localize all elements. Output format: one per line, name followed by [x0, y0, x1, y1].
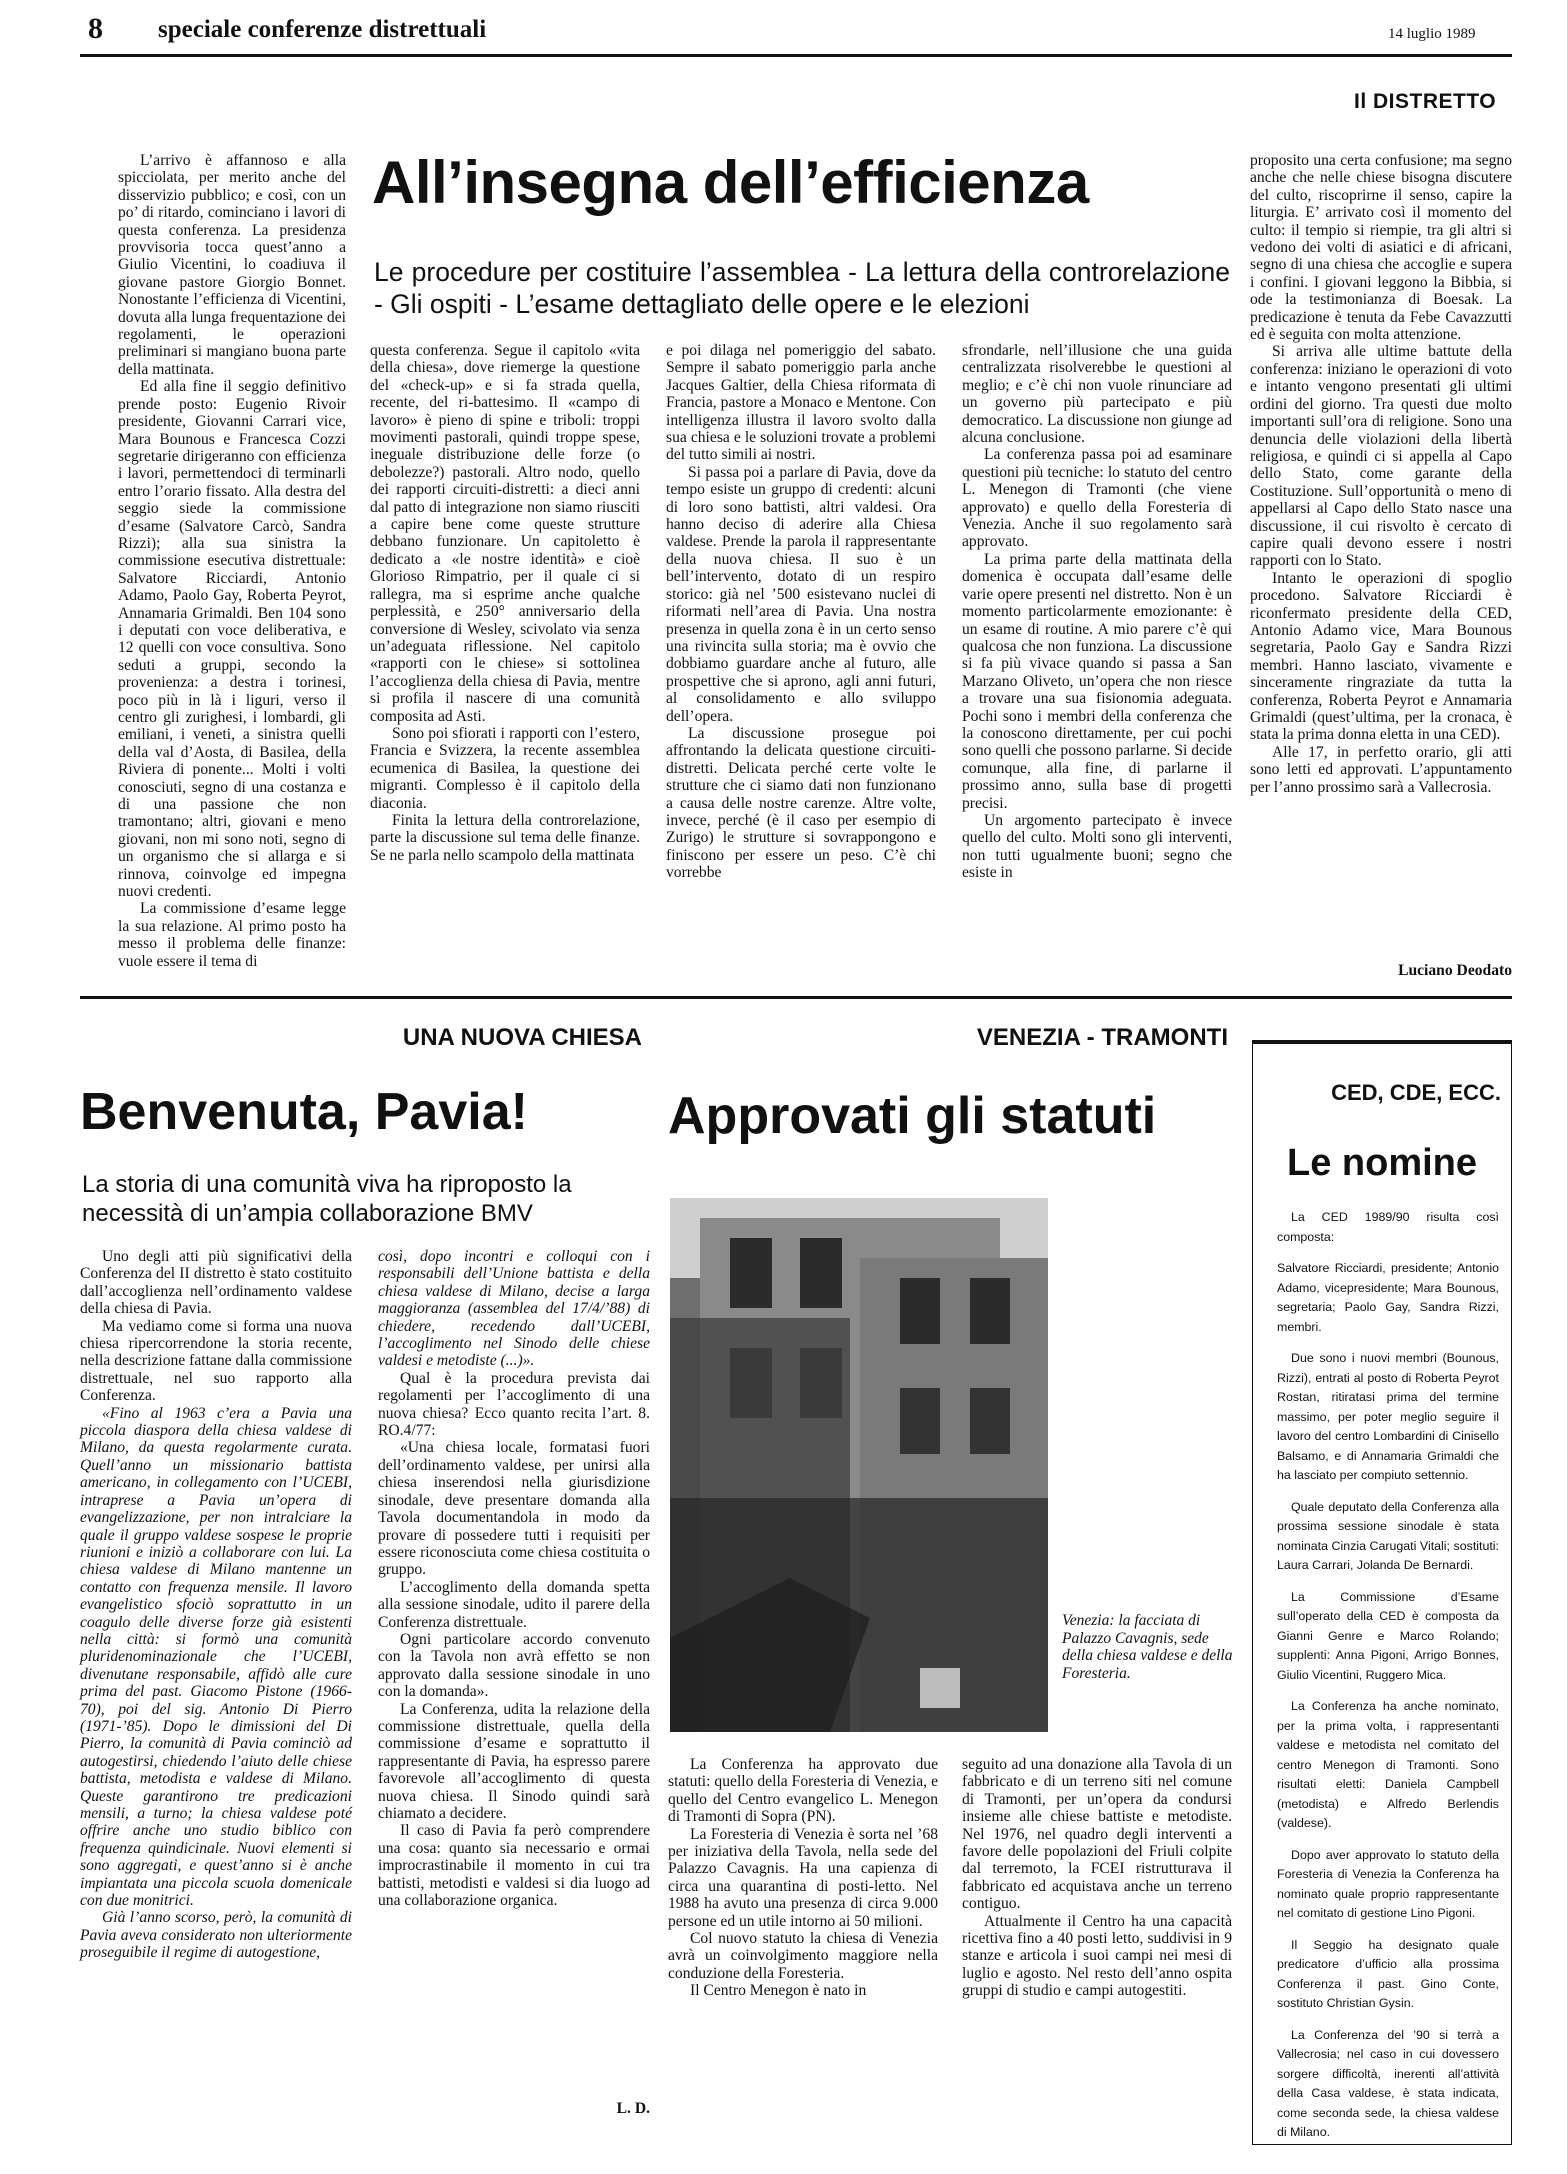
top-col-2	[370, 342, 640, 864]
venezia-headline: Approvati gli statuti	[668, 1087, 1157, 1145]
paragraph: Sono poi sfiorati i rapporti con l’estero, Francia e Svizzera, la recente assemblea ecumenica di Basilea, la questione dei migranti. Complesso è il capitolo della diaconia.	[370, 724, 640, 812]
quote-paragraph: Già l’anno scorso, però, la comunità di Pavia aveva considerato non ulteriormente proseguibile il regime di autogestione,	[80, 1909, 352, 1962]
paragraph: seguito ad una donazione alla Tavola di un fabbricato e di un terreno siti nel comune di Tramonti, per un’opera da condursi insieme alle chiese battiste e metodiste. Nel 1976, nel quadro degli interventi a favore delle popolazioni del Friuli colpite dal terremoto, la FCEI ristrutturava il fabbricato ed acquistava anche un terreno contiguo.	[962, 1756, 1232, 1913]
issue-date: 14 luglio 1989	[1388, 26, 1476, 42]
paragraph: La commissione d’esame legge la sua relazione. Al primo posto ha messo il problema delle finanze: vuole essere il tema di	[118, 900, 346, 970]
pavia-signature: L. D.	[616, 2100, 650, 2117]
photo-caption: Venezia: la facciata di Palazzo Cavagnis, sede della chiesa valdese e della Foresteria.	[1062, 1612, 1233, 1682]
nomine-headline: Le nomine	[1287, 1142, 1478, 1184]
paragraph: La prima parte della mattinata della domenica è occupata dall’esame delle varie opere presenti nel distretto. Non è un momento particolarmente emozionante: è un esame di routine. A mio parere c’è qui qualcosa che non funziona. La discussione si fa più vivace quando si passa a San Marzano Oliveto, un’opera che non riesce a trovare una sua fisionomia adeguata. Pochi sono i membri della conferenza che la conoscono direttamente, per cui pochi sono quelli che possono parlarne. Si decide comunque, alla fine, di parlarne il prossimo anno, sulla base di progetti precisi.	[962, 550, 1232, 812]
venezia-col-2	[962, 1756, 1232, 2000]
pavia-deck: La storia di una comunità viva ha riproposto la necessità di un’ampia collaborazione BMV	[82, 1171, 572, 1227]
paragraph: La Conferenza ha anche nominato, per la prima volta, i rappresentanti valdese e metodista nel comitato del centro Menegon di Tramonti. Sono risultati eletti: Daniela Campbell (metodista) e Alfredo Berlendis (valdese).	[1277, 1699, 1499, 1830]
paragraph: Attualmente il Centro ha una capacità ricettiva fino a 40 posti letto, suddivisi in 9 stanze e articola i suoi campi nei mesi di luglio e agosto. Nel resto dell’anno ospita gruppi di studio e campi autogestiti.	[962, 1912, 1232, 2000]
quote-paragraph: così, dopo incontri e colloqui con i responsabili dell’Unione battista e della chiesa valdese di Milano, decise a larga maggioranza (assemblea del 17/4/’88) di chiedere, recedendo dall’UCEBI, l’accoglimento nel Sinodo delle chiese valdesi e metodiste (...)».	[378, 1248, 650, 1370]
top-headline: All’insegna dell’efficienza	[372, 149, 1089, 216]
header-rule	[80, 54, 1512, 57]
paragraph: Qual è la procedura prevista dai regolamenti per l’accoglimento di una nuova chiesa? Ecco quanto recita l’art. 8. RO.4/77:	[378, 1369, 650, 1440]
top-deck: Le procedure per costituire l’assemblea - La lettura della controrelazione - Gli ospiti - L’esame dettagliato delle opere e le elezioni	[374, 257, 1230, 319]
paragraph: Un argomento partecipato è invece quello del culto. Molti sono gli interventi, non tutti ugualmente buoni; segno che esiste in	[962, 811, 1232, 882]
venezia-kicker: VENEZIA - TRAMONTI	[976, 1024, 1228, 1051]
paragraph: proposito una certa confusione; ma segno anche che nelle chiese bisogna discutere del culto, riscoprirne il senso, capire la liturgia. E’ arrivato così il momento del culto: il tempio si riempie, tra gli altri si vedono dei volti di asiatici e di africani, segno di una chiesa che accoglie e supera i confini. I giovani leggono la Bibbia, si ode la testimonianza di Boesak. La predicazione è tenuta da Febe Cavazzutti ed è seguita con molta attenzione.	[1250, 152, 1512, 344]
paragraph: Il caso di Pavia fa però comprendere una cosa: quanto sia necessario e ormai improcrastinabile il momento in cui tra battisti, metodisti e valdesi si dia luogo ad una collaborazione organica.	[378, 1822, 650, 1910]
nomine-kicker: CED, CDE, ECC.	[1331, 1080, 1501, 1105]
top-col-5	[1250, 152, 1512, 796]
top-col-1	[118, 152, 346, 970]
paragraph: Quale deputato della Conferenza alla prossima sessione sinodale è stata nominata Cinzia Carugati Vitali; sostituti: Laura Carrari, Jolanda De Bernardi.	[1277, 1499, 1499, 1572]
palazzo-cavagnis-photo	[670, 1198, 1048, 1732]
pavia-col-2	[378, 1248, 650, 1909]
paragraph: Due sono i nuovi membri (Bounous, Rizzi), entrati al posto di Roberta Peyrot Rostan, ritiratasi prima del termine massimo, per poter meglio seguire il lavoro del centro Lombardini di Cinisello Balsamo, e di Annamaria Grimaldi che ha lasciato per compiuto settennio.	[1277, 1351, 1499, 1482]
paragraph: Finita la lettura della controrelazione, parte la discussione sul tema delle finanze. Se ne parla nello scampolo della mattinata	[370, 811, 640, 864]
nomine-text	[1277, 1208, 1499, 2143]
paragraph: Intanto le operazioni di spoglio procedono. Salvatore Ricciardi è riconfermato presidente della CED, Antonio Adamo vice, Mara Bounous segretaria, Paolo Gay e Sandra Rizzi membri. Hanno lasciato, vivamente e sinceramente ringraziate da tutta la conferenza, Roberta Peyrot e Annamaria Grimaldi (quest’ultima, per la cronaca, è stata la prima donna eletta in una CED).	[1250, 569, 1512, 744]
paragraph: La CED 1989/90 risulta così composta:	[1277, 1210, 1499, 1244]
paragraph: Si arriva alle ultime battute della conferenza: iniziano le operazioni di voto e intanto vengono presentati gli ultimi ordini del giorno. Tra questi due molto importanti sull’ora di religione. Sono una denuncia delle violazioni della libertà religiosa, e quindi ci si appella al Capo dello Stato, come garante della Costituzione. Sull’opportunità o meno di appellarsi al Capo dello Stato nasce una discussione, il cui risvolto è cercato di capire quali devono essere i nostri rapporti con lo Stato.	[1250, 343, 1512, 570]
venezia-col-1	[668, 1756, 938, 2000]
paragraph: Ma vediamo come si forma una nuova chiesa ripercorrendone la storia recente, nella descrizione fattane dalla commissione distrettuale, nel suo rapporto alla Conferenza.	[80, 1317, 352, 1405]
paragraph: La Conferenza, udita la relazione della commissione distrettuale, quella della commissione d’esame e soprattutto il rappresentante di Pavia, ha espresso parere favorevole all’accoglimento di questa nuova chiesa. Il Sinodo quindi sarà chiamato a decidere.	[378, 1700, 650, 1822]
paragraph: La discussione prosegue poi affrontando la delicata questione circuiti-distretti. Delicata perché certe volte le strutture che ci siamo dati non funzionano a causa delle nostre carenze. Altre volte, invece, perché (è il caso per esempio di Zurigo) le strutture si sovrappongono e finiscono per essere un peso. C’è chi vorrebbe	[666, 724, 936, 882]
paragraph: Uno degli atti più significativi della Conferenza del II distretto è stato costituito dall’accoglienza nell’ordinamento valdese della chiesa di Pavia.	[80, 1248, 352, 1318]
paragraph: L’arrivo è affannoso e alla spicciolata, per merito anche del disservizio pubblico; e così, con un po’ di ritardo, cominciano i lavori di questa conferenza. La presidenza provvisoria tocca quest’anno a Giulio Vicentini, lo coadiuva il giovane pastore Giorgio Bonnet. Nonostante l’efficienza di Vicentini, dovuta alla lunga frequentazione dei regolamenti, le operazioni preliminari si mangiano buona parte della mattinata.	[118, 152, 346, 378]
pavia-kicker: UNA NUOVA CHIESA	[402, 1024, 642, 1051]
paragraph: Ogni particolare accordo convenuto con la Tavola non avrà effetto se non approvato dalla sessione sinodale in uno con la domanda».	[378, 1630, 650, 1701]
paragraph: «Una chiesa locale, formatasi fuori dell’ordinamento valdese, per unirsi alla chiesa inserendosi nella giurisdizione sinodale, deve presentare domanda alla Tavola documentandola in modo da provare di possedere tutti i requisiti per essere riconosciuta come chiesa costituita o gruppo.	[378, 1439, 650, 1579]
top-col-4	[962, 342, 1232, 882]
paragraph: Salvatore Ricciardi, presidente; Antonio Adamo, vicepresidente; Mara Bounous, segretaria; Paolo Gay, Sandra Rizzi, membri.	[1277, 1261, 1499, 1334]
section-title: speciale conferenze distrettuali	[158, 16, 487, 43]
paragraph: Alle 17, in perfetto orario, gli atti sono letti ed approvati. L’appuntamento per l’anno prossimo sarà a Vallecrosia.	[1250, 743, 1512, 796]
top-col-3	[666, 342, 936, 882]
building-photo-illustration	[670, 1198, 1048, 1732]
paragraph: La Foresteria di Venezia è sorta nel ’68 per iniziativa della Tavola, nella sede del Palazzo Cavagnis. Ha una capienza di circa una quarantina di posti-letto. Nel 1988 ha avuto una presenza di circa 9.000 persone ed un utile intorno ai 50 milioni.	[668, 1825, 938, 1930]
paragraph: Il Centro Menegon è nato in	[690, 1982, 867, 2000]
pavia-headline: Benvenuta, Pavia!	[80, 1083, 528, 1141]
page-number: 8	[88, 12, 103, 45]
paragraph: sfrondarle, nell’illusione che una guida centralizzata risolverebbe le questioni al meglio; e c’è chi non vuole rinunciare ad un governo più partecipato e più democratico. La discussione non giunge ad alcuna conclusione.	[962, 342, 1232, 447]
paragraph: e poi dilaga nel pomeriggio del sabato. Sempre il sabato pomeriggio parla anche Jacques Galtier, della Chiesa riformata di Francia, pastore a Monaco e Mentone. Con intelligenza illustra il lavoro svolto dalla sua chiesa e le soluzioni trovate a problemi del tutto simili ai nostri.	[666, 342, 936, 464]
nomine-box	[1252, 1040, 1512, 2145]
top-signature: Luciano Deodato	[1398, 962, 1512, 979]
pavia-col-1	[80, 1248, 352, 1962]
mid-rule	[80, 996, 1512, 999]
section-kicker: Il DISTRETTO	[1354, 90, 1497, 113]
quote-paragraph: «Fino al 1963 c’era a Pavia una piccola diaspora della chiesa valdese di Milano, da questa regolarmente curata. Quell’anno un missionario battista americano, in collegamento con l’UCEBI, intraprese a Pavia un’opera di evangelizzazione, per non intralciare la quale il gruppo valdese sospese le proprie riunioni e iniziò a collaborare con lui. La chiesa valdese di Milano mantenne un contatto con frequenza mensile. Il lavoro evangelistico sfociò soprattutto in un coagulo delle diverse forze già esistenti nella città: si formò una comunità pluridenominazionale che l’UCEBI, divenutane responsabile, affidò alle cure prima del past. Giacomo Pistone (1966-70), poi del sig. Antonio Di Pierro (1971-’85). Dopo le dimissioni del Di Pierro, la comunità di Pavia cominciò ad autogestirsi, chiedendo l’aiuto delle chiese battista, metodista e valdese di Milano. Queste garantirono tre predicazioni mensili, a turno; la chiesa valdese poté offrire anche uno studio biblico con frequenza quindicinale. Nuovi elementi si sono aggregati, e quest’anno si è anche impiantata una piccola scuola domenicale con due monitrici.	[80, 1404, 352, 1910]
paragraph: L’accoglimento della domanda spetta alla sessione sinodale, udito il parere della Conferenza distrettuale.	[378, 1578, 650, 1631]
paragraph: La conferenza passa poi ad esaminare questioni più tecniche: lo statuto del centro L. Menegon di Tramonti (che viene approvato) e quello della Foresteria di Venezia. Anche il suo regolamento sarà approvato.	[962, 446, 1232, 551]
paragraph: Si passa poi a parlare di Pavia, dove da tempo esiste un gruppo di credenti: alcuni di loro sono battisti, altri valdesi. Ora hanno deciso di aderire alla Chiesa valdese. Prende la parola il rappresentante della nuova chiesa. Il suo è un bell’intervento, dotato di un respiro storico: già nel ’500 esistevano nuclei di riformati nell’area di Pavia. Una nostra presenza in quella zona è in un certo senso una rivincita sulla storia; ma è ovvio che dobbiamo guardare anche al futuro, alle prospettive che si aprono, agli anni futuri, al consolidamento e allo sviluppo dell’opera.	[666, 463, 936, 725]
paragraph: Il Seggio ha designato quale predicatore d’ufficio alla prossima Conferenza il past. Gino Conte, sostituto Christian Gysin.	[1277, 1937, 1499, 2010]
paragraph: La Conferenza ha approvato due statuti: quello della Foresteria di Venezia, e quello del Centro evangelico L. Menegon di Tramonti di Sopra (PN).	[668, 1756, 938, 1826]
paragraph: Col nuovo statuto la chiesa di Venezia avrà un coinvolgimento maggiore nella conduzione della Foresteria.	[668, 1930, 938, 1982]
paragraph: questa conferenza. Segue il capitolo «vita della chiesa», dove riemerge la questione del «check-up» e si fa strada quella, recente, del ri-battesimo. Il «campo di lavoro» è pieno di spine e triboli: troppi movimenti pastorali, quindi troppe spese, ineguale distribuzione delle forze (o debolezze?) pastorali. Altro nodo, quello dei rapporti circuiti-distretti: a dieci anni dal patto di integrazione non siamo riusciti a capire bene come queste strutture debbano funzionare. Un capitoletto è dedicato a «le nostre identità» e cioè Glorioso Rimpatrio, per il quale ci si rallegra, ma si esprime anche qualche perplessità, e 250° anniversario della conversione di Wesley, scivolato via senza un’adeguata riflessione. Nel capitolo «rapporti con le chiese» si sottolinea l’accoglienza della chiesa di Pavia, mentre si profila il nascere di una comunità composita ad Asti.	[370, 342, 640, 725]
paragraph: La Conferenza del ’90 si terrà a Vallecrosia; nel caso in cui dovessero sorgere difficoltà, inerenti all’attività della Casa valdese, è stata indicata, come seconda sede, la chiesa valdese di Milano.	[1277, 2027, 1499, 2139]
paragraph: La Commissione d’Esame sull’operato della CED è composta da Gianni Genre e Marco Rolando; supplenti: Anna Pigoni, Arrigo Bonnes, Giulio Vicentini, Ruggero Mica.	[1277, 1589, 1499, 1682]
paragraph: Dopo aver approvato lo statuto della Foresteria di Venezia la Conferenza ha nominato quale proprio rappresentante nel comitato di gestione Lino Pigoni.	[1277, 1847, 1499, 1920]
paragraph: Ed alla fine il seggio definitivo prende posto: Eugenio Rivoir presidente, Giovanni Carrari vice, Mara Bounous e Francesca Cozzi segretarie dirigeranno con efficienza i lavori, permettendoci di terminarli entro l’orario fissato. Alla destra del seggio siede la commissione d’esame (Salvatore Carcò, Sandra Rizzi); alla sua sinistra la commissione esecutiva distrettuale: Salvatore Ricciardi, Antonio Adamo, Paolo Gay, Roberta Peyrot, Annamaria Grimaldi. Ben 104 sono i deputati con voce deliberativa, e 12 quelli con voce consultiva. Sono seduti a gruppi, secondo la provenienza: a destra i torinesi, poco più in là i liguri, verso il centro gli zurighesi, i lombardi, gli emiliani, i veneti, a sinistra quelli della val d’Aosta, di Basilea, della Riviera di ponente... Molti i volti conosciuti, segno di una costanza e di una passione che non tramontano; altri, giovani e meno giovani, non mi sono noti, segno di un organismo che si allarga e si rinnova, coinvolge ed impegna nuovi credenti.	[118, 378, 346, 901]
